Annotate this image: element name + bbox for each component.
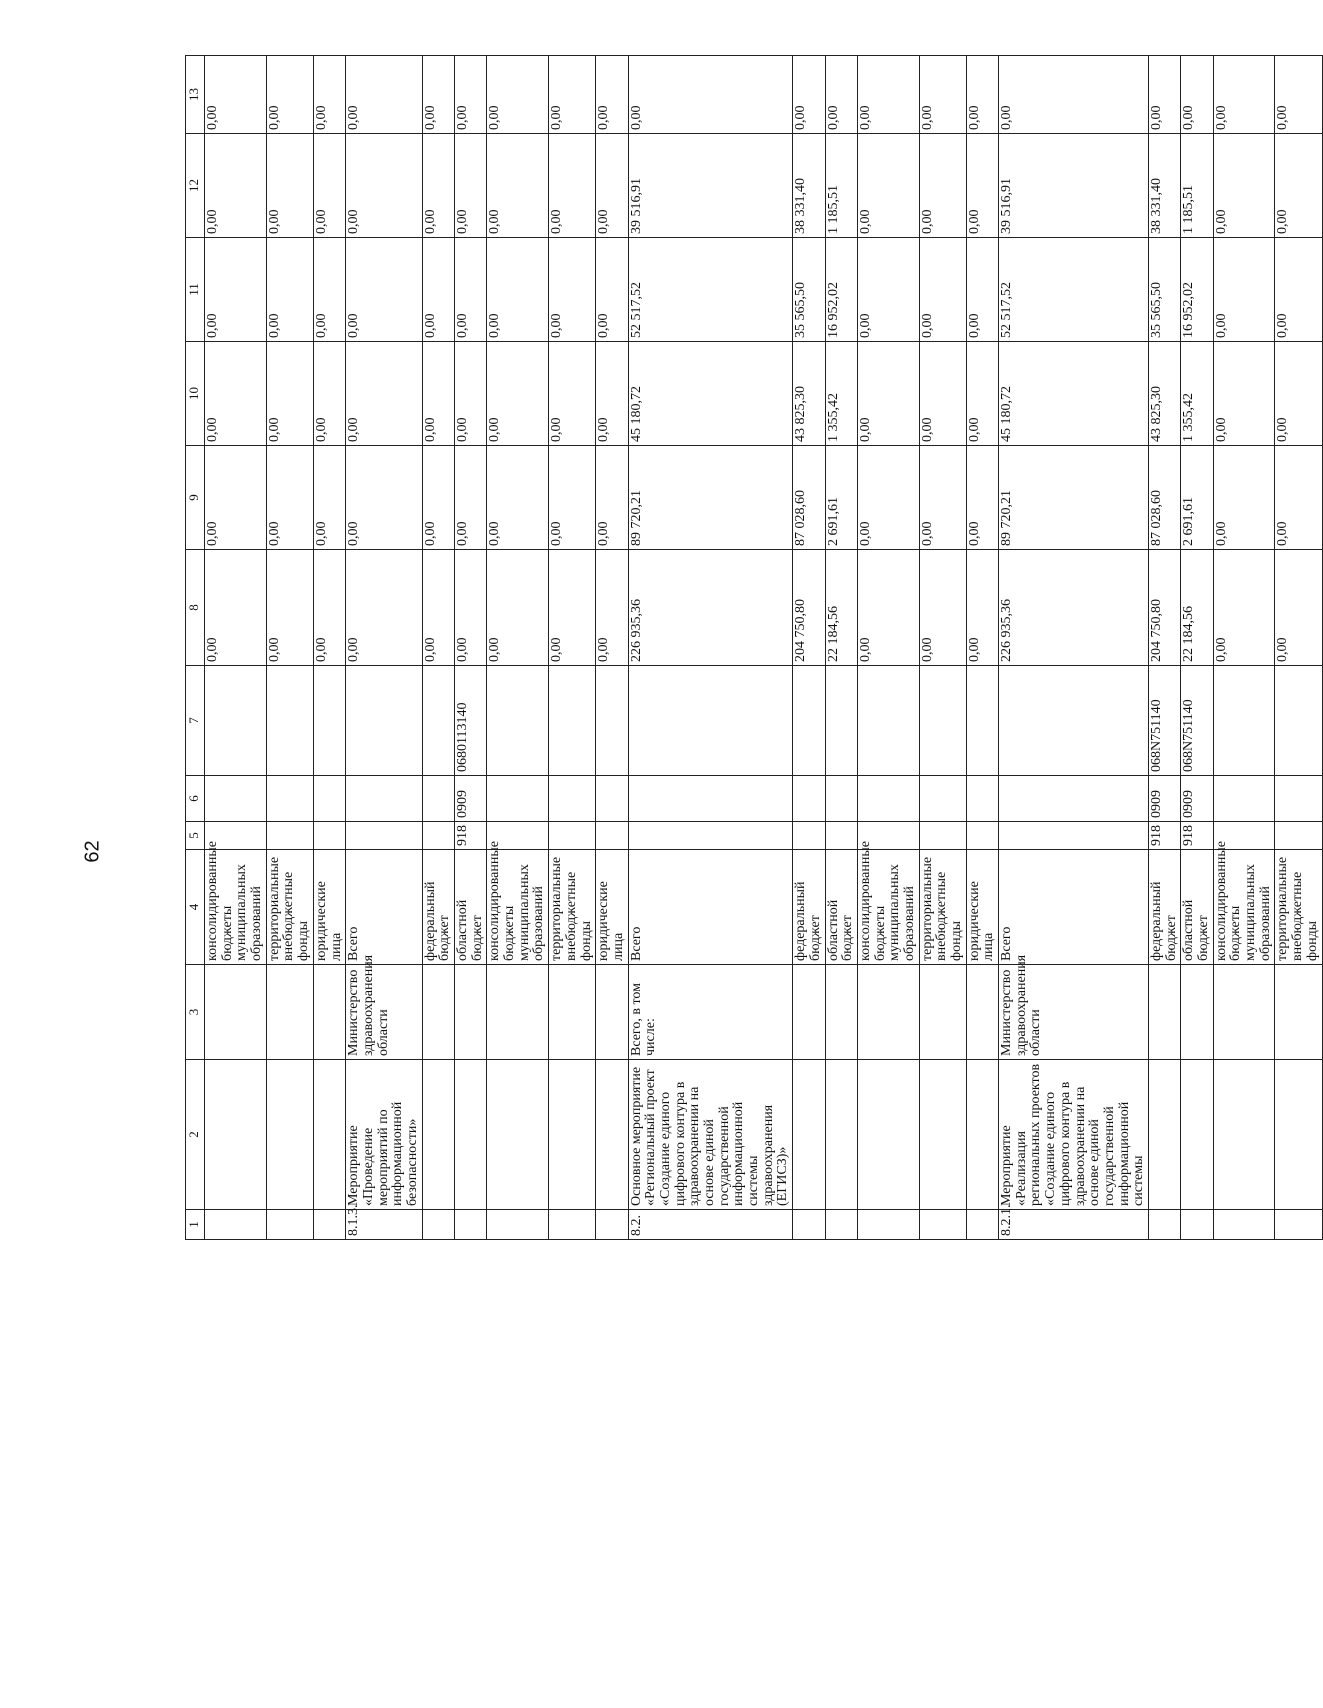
cell-value-10: 0,00 (596, 342, 628, 446)
cell-value-13: 0,00 (825, 56, 857, 134)
cell-c3 (825, 965, 857, 1060)
cell-c4: областной бюджет (825, 850, 857, 965)
cell-c5 (346, 822, 422, 850)
cell-c4: территориальные внебюджетные фонды (549, 850, 596, 965)
cell-c2 (549, 1060, 596, 1210)
cell-value-13: 0,00 (205, 56, 267, 134)
cell-c5 (266, 822, 313, 850)
cell-value-13: 0,00 (793, 56, 825, 134)
cell-value-9: 0,00 (346, 446, 422, 550)
cell-c3 (1213, 965, 1275, 1060)
cell-value-8: 0,00 (919, 550, 966, 666)
cell-c2 (825, 1060, 857, 1210)
cell-c4: территориальные внебюджетные фонды (919, 850, 966, 965)
cell-c3 (793, 965, 825, 1060)
cell-value-8: 0,00 (1275, 550, 1322, 666)
cell-c7 (1275, 666, 1322, 776)
cell-value-13: 0,00 (549, 56, 596, 134)
cell-c6 (628, 776, 793, 822)
cell-value-10: 0,00 (857, 342, 919, 446)
cell-value-10: 0,00 (313, 342, 345, 446)
cell-value-8: 0,00 (487, 550, 549, 666)
cell-value-11: 0,00 (455, 238, 487, 342)
cell-value-8: 22 184,56 (825, 550, 857, 666)
cell-value-8: 0,00 (346, 550, 422, 666)
cell-value-12: 0,00 (596, 134, 628, 238)
cell-value-13: 0,00 (999, 56, 1149, 134)
cell-value-13: 0,00 (596, 56, 628, 134)
cell-c1 (266, 1210, 313, 1240)
cell-c6 (487, 776, 549, 822)
cell-c5: 918 (1181, 822, 1213, 850)
cell-c7 (313, 666, 345, 776)
table-row (825, 56, 857, 1240)
cell-value-11: 0,00 (487, 238, 549, 342)
cell-value-10: 0,00 (205, 342, 267, 446)
cell-c4: областной бюджет (1181, 850, 1213, 965)
cell-value-9: 0,00 (966, 446, 998, 550)
cell-value-10: 0,00 (549, 342, 596, 446)
column-header-7: 7 (186, 666, 205, 776)
cell-value-10: 45 180,72 (628, 342, 793, 446)
column-header-13: 13 (186, 56, 205, 134)
cell-c2: Основное мероприятие «Региональный проект «Создание единого цифрового контура в здравоохранении на основе единой государственной информационной системы здравоохранения (ЕГИСЗ)» (628, 1060, 793, 1210)
cell-c2 (422, 1060, 454, 1210)
cell-value-9: 2 691,61 (825, 446, 857, 550)
cell-c5 (825, 822, 857, 850)
cell-c2 (487, 1060, 549, 1210)
column-header-10: 10 (186, 342, 205, 446)
table-row (1275, 56, 1322, 1240)
cell-value-12: 0,00 (857, 134, 919, 238)
cell-value-13: 0,00 (857, 56, 919, 134)
cell-value-13: 0,00 (422, 56, 454, 134)
cell-c1 (825, 1210, 857, 1240)
cell-value-9: 0,00 (919, 446, 966, 550)
cell-c7 (966, 666, 998, 776)
table-row (919, 56, 966, 1240)
table-row (266, 56, 313, 1240)
cell-value-9: 87 028,60 (793, 446, 825, 550)
cell-c7: 068N751140 (1148, 666, 1180, 776)
cell-value-10: 0,00 (919, 342, 966, 446)
cell-c3: Министерство здравоохранения области (999, 965, 1149, 1060)
cell-value-10: 0,00 (455, 342, 487, 446)
cell-c1 (596, 1210, 628, 1240)
column-header-12: 12 (186, 134, 205, 238)
cell-value-9: 0,00 (1275, 446, 1322, 550)
cell-value-13: 0,00 (1181, 56, 1213, 134)
cell-value-12: 39 516,91 (999, 134, 1149, 238)
cell-c6: 0909 (1148, 776, 1180, 822)
table-row (628, 56, 793, 1240)
cell-c6 (825, 776, 857, 822)
cell-c1: 8.2. (628, 1210, 793, 1240)
cell-value-10: 45 180,72 (999, 342, 1149, 446)
cell-value-11: 16 952,02 (825, 238, 857, 342)
cell-c6 (1213, 776, 1275, 822)
cell-c3 (549, 965, 596, 1060)
rotated-table-container (185, 56, 1320, 1240)
cell-value-10: 0,00 (346, 342, 422, 446)
cell-c1 (966, 1210, 998, 1240)
cell-c6 (549, 776, 596, 822)
cell-value-12: 0,00 (966, 134, 998, 238)
cell-value-11: 35 565,50 (793, 238, 825, 342)
cell-c4: федеральный бюджет (422, 850, 454, 965)
table-row (313, 56, 345, 1240)
cell-c4: юридические лица (313, 850, 345, 965)
cell-value-10: 0,00 (422, 342, 454, 446)
cell-value-11: 0,00 (205, 238, 267, 342)
cell-c5 (919, 822, 966, 850)
cell-value-10: 0,00 (487, 342, 549, 446)
cell-value-11: 0,00 (422, 238, 454, 342)
cell-c6: 0909 (1181, 776, 1213, 822)
cell-c6 (919, 776, 966, 822)
cell-value-11: 0,00 (596, 238, 628, 342)
cell-c2 (793, 1060, 825, 1210)
column-header-9: 9 (186, 446, 205, 550)
column-header-8: 8 (186, 550, 205, 666)
cell-c7 (266, 666, 313, 776)
column-header-4: 4 (186, 850, 205, 965)
cell-value-12: 1 185,51 (825, 134, 857, 238)
cell-c1 (455, 1210, 487, 1240)
cell-value-11: 0,00 (857, 238, 919, 342)
cell-value-13: 0,00 (628, 56, 793, 134)
cell-value-10: 0,00 (1213, 342, 1275, 446)
cell-value-9: 87 028,60 (1148, 446, 1180, 550)
cell-c5: 918 (455, 822, 487, 850)
cell-value-9: 0,00 (549, 446, 596, 550)
cell-c2 (1181, 1060, 1213, 1210)
cell-c5 (596, 822, 628, 850)
cell-c2 (966, 1060, 998, 1210)
cell-value-12: 0,00 (455, 134, 487, 238)
cell-value-12: 0,00 (487, 134, 549, 238)
table-row (596, 56, 628, 1240)
column-header-6: 6 (186, 776, 205, 822)
cell-value-10: 0,00 (266, 342, 313, 446)
cell-c5 (999, 822, 1149, 850)
cell-value-8: 0,00 (455, 550, 487, 666)
cell-value-8: 0,00 (205, 550, 267, 666)
table-row (549, 56, 596, 1240)
cell-value-8: 0,00 (266, 550, 313, 666)
table-row (422, 56, 454, 1240)
cell-c6: 0909 (455, 776, 487, 822)
cell-value-12: 38 331,40 (793, 134, 825, 238)
table-row (1181, 56, 1213, 1240)
cell-c5 (549, 822, 596, 850)
cell-value-8: 204 750,80 (793, 550, 825, 666)
cell-c2 (1275, 1060, 1322, 1210)
cell-c7 (422, 666, 454, 776)
cell-c4: Всего (628, 850, 793, 965)
cell-value-9: 0,00 (205, 446, 267, 550)
cell-c7 (628, 666, 793, 776)
cell-value-12: 0,00 (1275, 134, 1322, 238)
cell-c4: юридические лица (966, 850, 998, 965)
cell-c2 (313, 1060, 345, 1210)
column-header-5: 5 (186, 822, 205, 850)
header-row (186, 56, 205, 1240)
cell-c4: консолидированные бюджеты муниципальных образований (857, 850, 919, 965)
cell-c2 (857, 1060, 919, 1210)
cell-value-8: 226 935,36 (628, 550, 793, 666)
table-body (205, 56, 1323, 1240)
cell-value-12: 0,00 (422, 134, 454, 238)
cell-c1: 8.1.3. (346, 1210, 422, 1240)
cell-c3 (313, 965, 345, 1060)
cell-c3: Всего, в том числе: (628, 965, 793, 1060)
cell-value-12: 0,00 (266, 134, 313, 238)
cell-c2 (205, 1060, 267, 1210)
cell-value-8: 0,00 (966, 550, 998, 666)
cell-c3 (857, 965, 919, 1060)
cell-c6 (857, 776, 919, 822)
cell-c3 (422, 965, 454, 1060)
table-row (346, 56, 422, 1240)
cell-value-11: 0,00 (346, 238, 422, 342)
cell-value-13: 0,00 (919, 56, 966, 134)
cell-value-11: 0,00 (266, 238, 313, 342)
cell-c6 (1275, 776, 1322, 822)
cell-c4: Всего (999, 850, 1149, 965)
cell-value-13: 0,00 (1275, 56, 1322, 134)
page-number: 62 (81, 840, 104, 863)
cell-value-10: 43 825,30 (1148, 342, 1180, 446)
cell-value-9: 0,00 (1213, 446, 1275, 550)
column-header-2: 2 (186, 1060, 205, 1210)
cell-c7 (205, 666, 267, 776)
cell-c3 (966, 965, 998, 1060)
cell-value-8: 0,00 (549, 550, 596, 666)
cell-c7 (919, 666, 966, 776)
cell-c6 (422, 776, 454, 822)
cell-value-8: 0,00 (1213, 550, 1275, 666)
cell-c2 (1213, 1060, 1275, 1210)
cell-c1 (1148, 1210, 1180, 1240)
cell-c3 (919, 965, 966, 1060)
cell-value-8: 0,00 (313, 550, 345, 666)
cell-value-9: 0,00 (313, 446, 345, 550)
cell-c6 (266, 776, 313, 822)
table-row (455, 56, 487, 1240)
cell-c3 (1181, 965, 1213, 1060)
cell-c1 (1275, 1210, 1322, 1240)
cell-c4: территориальные внебюджетные фонды (1275, 850, 1322, 965)
cell-c1 (793, 1210, 825, 1240)
cell-value-11: 52 517,52 (999, 238, 1149, 342)
cell-value-9: 0,00 (422, 446, 454, 550)
cell-value-8: 204 750,80 (1148, 550, 1180, 666)
cell-value-8: 0,00 (857, 550, 919, 666)
cell-value-8: 226 935,36 (999, 550, 1149, 666)
cell-c1 (313, 1210, 345, 1240)
cell-c6 (999, 776, 1149, 822)
cell-value-9: 0,00 (596, 446, 628, 550)
cell-c5 (793, 822, 825, 850)
cell-value-9: 2 691,61 (1181, 446, 1213, 550)
budget-table (185, 55, 1323, 1240)
cell-c7 (1213, 666, 1275, 776)
cell-c2 (596, 1060, 628, 1210)
cell-c6 (313, 776, 345, 822)
column-header-3: 3 (186, 965, 205, 1060)
cell-c2: Мероприятие «Реализация региональных проектов «Создание единого цифрового контура в здравоохранении на основе единой государственной информационной системы (999, 1060, 1149, 1210)
cell-value-12: 0,00 (205, 134, 267, 238)
cell-c7: 068N751140 (1181, 666, 1213, 776)
cell-c7 (596, 666, 628, 776)
cell-c7 (793, 666, 825, 776)
cell-c5 (628, 822, 793, 850)
cell-c1 (205, 1210, 267, 1240)
cell-value-13: 0,00 (346, 56, 422, 134)
cell-c7 (487, 666, 549, 776)
cell-value-10: 0,00 (966, 342, 998, 446)
cell-value-9: 0,00 (266, 446, 313, 550)
cell-value-13: 0,00 (487, 56, 549, 134)
cell-c4: федеральный бюджет (793, 850, 825, 965)
cell-c1 (422, 1210, 454, 1240)
cell-value-10: 43 825,30 (793, 342, 825, 446)
table-row (999, 56, 1149, 1240)
cell-value-9: 0,00 (487, 446, 549, 550)
cell-c7 (825, 666, 857, 776)
cell-c4: территориальные внебюджетные фонды (266, 850, 313, 965)
cell-c4: Всего (346, 850, 422, 965)
cell-c5 (1275, 822, 1322, 850)
cell-value-9: 89 720,21 (628, 446, 793, 550)
table-row (1213, 56, 1275, 1240)
cell-c1 (919, 1210, 966, 1240)
cell-value-8: 0,00 (422, 550, 454, 666)
table-row (205, 56, 267, 1240)
cell-c6 (596, 776, 628, 822)
cell-value-9: 0,00 (857, 446, 919, 550)
cell-value-9: 89 720,21 (999, 446, 1149, 550)
cell-c3 (205, 965, 267, 1060)
cell-value-11: 0,00 (919, 238, 966, 342)
cell-c3 (596, 965, 628, 1060)
cell-c5 (422, 822, 454, 850)
cell-value-12: 0,00 (1213, 134, 1275, 238)
cell-c5 (966, 822, 998, 850)
cell-c1 (487, 1210, 549, 1240)
cell-c3 (455, 965, 487, 1060)
column-header-1: 1 (186, 1210, 205, 1240)
cell-c3 (487, 965, 549, 1060)
cell-value-10: 1 355,42 (825, 342, 857, 446)
cell-c7 (346, 666, 422, 776)
cell-c1 (549, 1210, 596, 1240)
cell-c6 (205, 776, 267, 822)
cell-value-13: 0,00 (1148, 56, 1180, 134)
cell-value-11: 0,00 (966, 238, 998, 342)
cell-value-11: 0,00 (1275, 238, 1322, 342)
cell-c2 (266, 1060, 313, 1210)
cell-value-11: 0,00 (1213, 238, 1275, 342)
table-row (857, 56, 919, 1240)
cell-c4: юридические лица (596, 850, 628, 965)
cell-value-10: 0,00 (1275, 342, 1322, 446)
cell-value-13: 0,00 (455, 56, 487, 134)
cell-c6 (346, 776, 422, 822)
cell-c1 (857, 1210, 919, 1240)
cell-c3: Министерство здравоохранения области (346, 965, 422, 1060)
cell-value-13: 0,00 (313, 56, 345, 134)
cell-value-11: 0,00 (313, 238, 345, 342)
cell-c7 (549, 666, 596, 776)
cell-c5: 918 (1148, 822, 1180, 850)
cell-value-12: 0,00 (313, 134, 345, 238)
cell-value-12: 1 185,51 (1181, 134, 1213, 238)
cell-c7 (857, 666, 919, 776)
cell-c3 (1275, 965, 1322, 1060)
cell-c2 (1148, 1060, 1180, 1210)
cell-value-9: 0,00 (455, 446, 487, 550)
cell-value-8: 22 184,56 (1181, 550, 1213, 666)
cell-c4: консолидированные бюджеты муниципальных образований (205, 850, 267, 965)
cell-value-11: 35 565,50 (1148, 238, 1180, 342)
cell-c4: федеральный бюджет (1148, 850, 1180, 965)
cell-c2 (919, 1060, 966, 1210)
table-row (1148, 56, 1180, 1240)
cell-value-13: 0,00 (266, 56, 313, 134)
cell-value-8: 0,00 (596, 550, 628, 666)
cell-value-12: 39 516,91 (628, 134, 793, 238)
cell-c3 (1148, 965, 1180, 1060)
cell-c2 (455, 1060, 487, 1210)
cell-c1: 8.2.1. (999, 1210, 1149, 1240)
cell-c3 (266, 965, 313, 1060)
cell-value-11: 0,00 (549, 238, 596, 342)
cell-c4: консолидированные бюджеты муниципальных образований (487, 850, 549, 965)
cell-value-12: 0,00 (549, 134, 596, 238)
cell-c1 (1181, 1210, 1213, 1240)
cell-c7 (999, 666, 1149, 776)
cell-c6 (966, 776, 998, 822)
cell-value-12: 0,00 (346, 134, 422, 238)
cell-c7: 0680113140 (455, 666, 487, 776)
cell-value-13: 0,00 (966, 56, 998, 134)
table-row (793, 56, 825, 1240)
cell-value-11: 52 517,52 (628, 238, 793, 342)
cell-c2: Мероприятие «Проведение мероприятий по информационной безопасности» (346, 1060, 422, 1210)
cell-c1 (1213, 1210, 1275, 1240)
cell-c4: областной бюджет (455, 850, 487, 965)
cell-value-13: 0,00 (1213, 56, 1275, 134)
cell-value-12: 0,00 (919, 134, 966, 238)
cell-value-12: 38 331,40 (1148, 134, 1180, 238)
cell-c5 (313, 822, 345, 850)
cell-value-11: 16 952,02 (1181, 238, 1213, 342)
cell-c6 (793, 776, 825, 822)
cell-value-10: 1 355,42 (1181, 342, 1213, 446)
column-header-11: 11 (186, 238, 205, 342)
cell-c4: консолидированные бюджеты муниципальных образований (1213, 850, 1275, 965)
table-row (966, 56, 998, 1240)
table-row (487, 56, 549, 1240)
